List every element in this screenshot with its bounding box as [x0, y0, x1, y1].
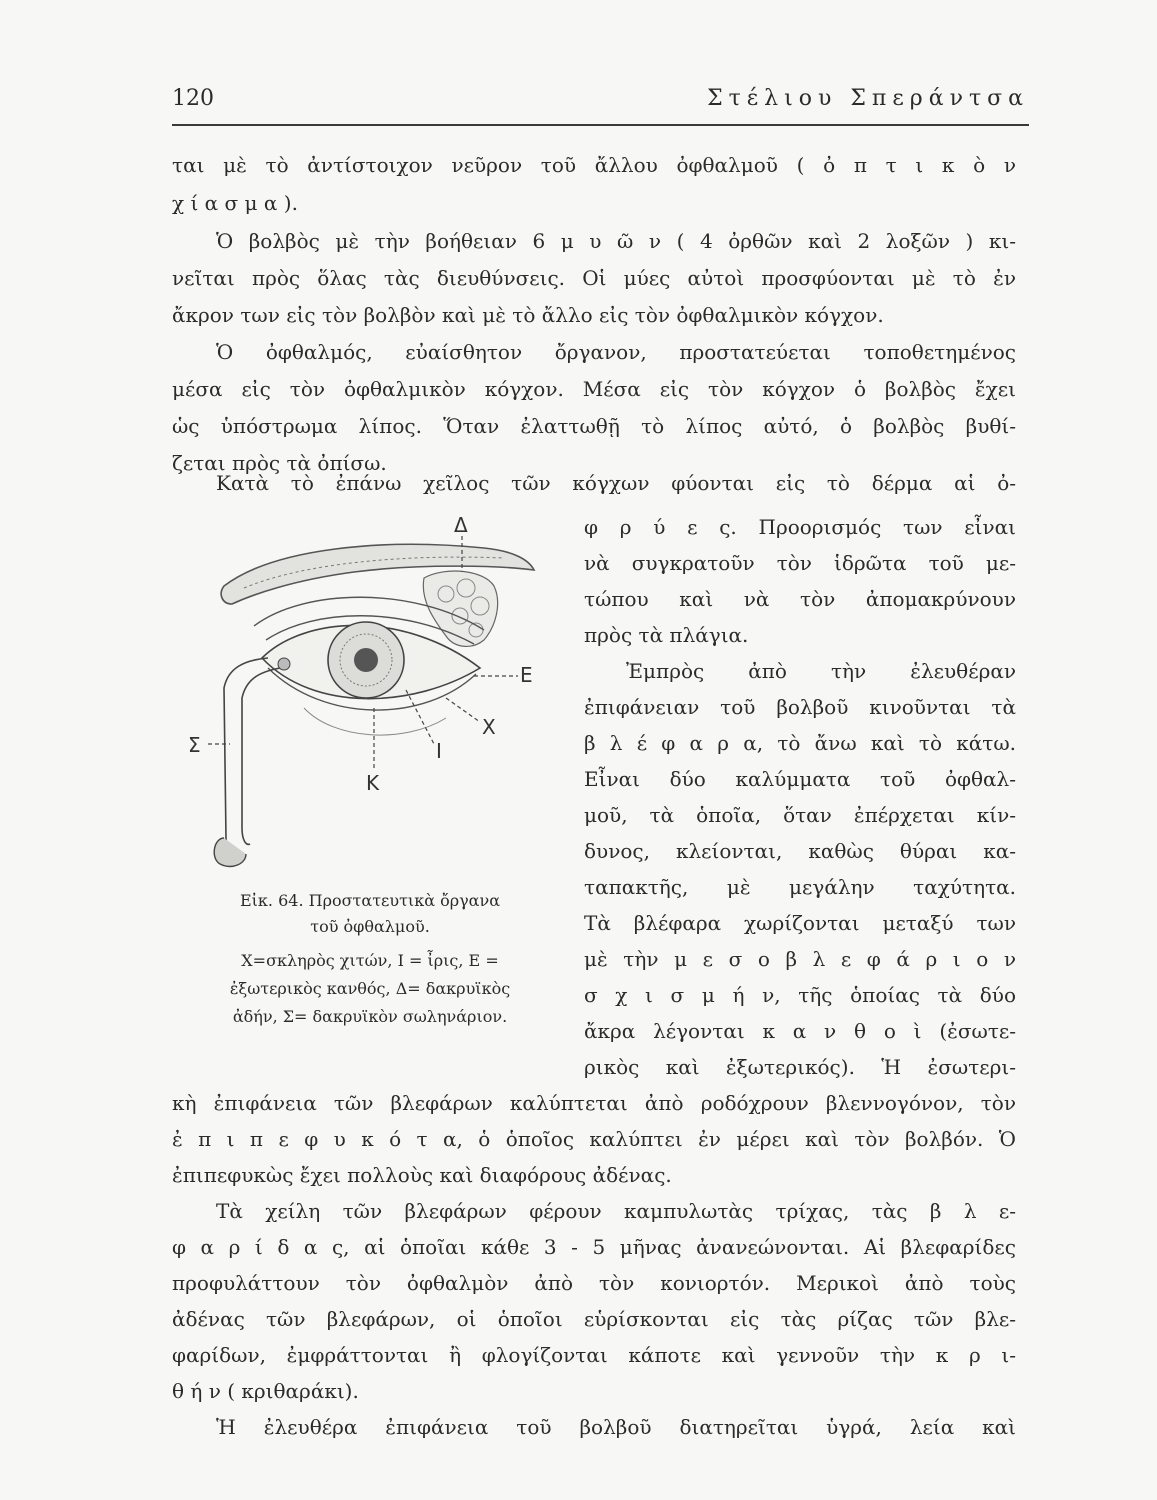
figure-caption-line: Χ=σκληρὸς χιτών, Ι = ἶρις, Ε =: [241, 951, 499, 970]
text-line: κὴ ἐπιφάνεια τῶν βλεφάρων καλύπτεται ἀπὸ ροδόχρουν βλεννογόνον, τὸν: [172, 1091, 1016, 1115]
text-line: ζεται πρὸς τὰ ὀπίσω.: [172, 451, 387, 475]
text-line: ἄκρον των εἰς τὸν βολβὸν καὶ μὲ τὸ ἄλλο εἰς τὸν ὀφθαλμικὸν κόγχον.: [172, 303, 884, 327]
leader-chi: [446, 698, 480, 722]
eye-illustration: [184, 508, 556, 880]
label-iota: Ι: [436, 739, 442, 763]
figure-caption-line: τοῦ ὀφθαλμοῦ.: [310, 917, 430, 936]
text-line: Ἡ ἐλευθέρα ἐπιφάνεια τοῦ βολβοῦ διατηρεῖται ὑγρά, λεία καὶ: [216, 1415, 1016, 1439]
figure-caption-line: ἐξωτερικὸς κανθός, Δ= δακρυϊκὸς: [229, 979, 511, 998]
nasal-end: [214, 838, 246, 866]
lower-lid-crease: [304, 708, 446, 735]
text-line: ἐ π ι π ε φ υ κ ό τ α, ὁ ὁποῖος καλύπτει ἐν μέρει καὶ τὸν βολβόν. Ὁ: [172, 1127, 1016, 1151]
running-head: Στέλιου Σπεράντσα: [707, 86, 1029, 111]
text-line: Εἶναι δύο καλύμματα τοῦ ὀφθαλ-: [584, 767, 1016, 791]
text-line: ται μὲ τὸ ἀντίστοιχον νεῦρον τοῦ ἄλλου ὀφθαλμοῦ ( ὀ π τ ι κ ὸ ν: [172, 153, 1016, 177]
text-line: δυνος, κλείονται, καθὼς θύραι κα-: [584, 839, 1016, 863]
text-line: ταπακτῆς, μὲ μεγάλην ταχύτητα.: [584, 875, 1016, 899]
label-kappa: Κ: [366, 771, 380, 795]
text-line: μέσα εἰς τὸν ὀφθαλμικὸν κόγχον. Μέσα εἰς τὸν κόγχον ὁ βολβὸς ἔχει: [172, 377, 1016, 401]
page-header: [172, 86, 1029, 122]
leader-iota: [406, 690, 434, 744]
text-line: ἀδένας τῶν βλεφάρων, οἱ ὁποῖοι εὑρίσκονται εἰς τὰς ρίζας τῶν βλε-: [172, 1307, 1016, 1331]
text-line: σ χ ι σ μ ή ν, τῆς ὁποίας τὰ δύο: [584, 983, 1016, 1007]
label-epsilon: Ε: [520, 663, 533, 687]
text-line: φ ρ ύ ε ς. Προορισμός των εἶναι: [584, 515, 1016, 539]
text-line: θ ή ν ( κριθαράκι).: [172, 1379, 359, 1403]
text-line: νεῖται πρὸς ὅλας τὰς διευθύνσεις. Οἱ μύες αὐτοὶ προσφύονται μὲ τὸ ἐν: [172, 266, 1016, 290]
text-line: ἄκρα λέγονται κ α ν θ ο ὶ (ἐσωτε-: [584, 1019, 1016, 1043]
pupil: [354, 648, 378, 672]
text-line: μὲ τὴν μ ε σ ο β λ ε φ ά ρ ι ο ν: [584, 947, 1016, 971]
figure-caption-line: ἀδήν, Σ= δακρυϊκὸν σωληνάριον.: [232, 1007, 508, 1026]
figure-caption-line: Εἰκ. 64. Προστατευτικὰ ὄργανα: [239, 891, 501, 910]
label-delta: Δ: [454, 513, 468, 537]
text-line: φ α ρ ί δ α ς, αἱ ὁποῖαι κάθε 3 - 5 μῆνας ἀνανεώνονται. Αἱ βλεφαρίδες: [172, 1235, 1016, 1259]
text-line: νὰ συγκρατοῦν τὸν ἱδρῶτα τοῦ με-: [584, 551, 1016, 575]
text-line: β λ έ φ α ρ α, τὸ ἄνω καὶ τὸ κάτω.: [584, 731, 1016, 755]
header-rule: [172, 124, 1029, 126]
lacrimal-duct-inner: [242, 668, 280, 844]
text-line: προφυλάττουν τὸν ὀφθαλμὸν ἀπὸ τὸν κονιορτόν. Μερικοὶ ἀπὸ τοὺς: [172, 1271, 1016, 1295]
text-line: πρὸς τὰ πλάγια.: [584, 623, 749, 647]
lacrimal-gland: [423, 571, 497, 646]
text-line: τώπου καὶ νὰ τὸν ἀπομακρύνουν: [584, 587, 1016, 611]
eye-figure: [184, 508, 556, 880]
text-line: χ ί α σ μ α ).: [172, 191, 298, 215]
page-number: 120: [172, 86, 214, 111]
label-sigma: Σ: [188, 733, 201, 757]
text-line: Ἐμπρὸς ἀπὸ τὴν ἐλευθέραν: [626, 659, 1016, 683]
text-line: Ὁ ὀφθαλμός, εὐαίσθητον ὄργανον, προστατεύεται τοποθετημένος: [216, 340, 1016, 364]
text-line: ἐπιπεφυκὼς ἔχει πολλοὺς καὶ διαφόρους ἀδένας.: [172, 1163, 672, 1187]
text-line: ὡς ὑπόστρωμα λίπος. Ὅταν ἐλαττωθῇ τὸ λίπος αὐτό, ὁ βολβὸς βυθί-: [172, 414, 1016, 438]
text-line: ρικὸς καὶ ἐξωτερικός). Ἡ ἐσωτερι-: [584, 1055, 1016, 1079]
label-chi: Χ: [482, 715, 496, 739]
text-line: ἐπιφάνειαν τοῦ βολβοῦ κινοῦνται τὰ: [584, 695, 1016, 719]
text-line: Τὰ χείλη τῶν βλεφάρων φέρουν καμπυλωτὰς τρίχας, τὰς β λ ε-: [216, 1199, 1016, 1223]
text-line: Τὰ βλέφαρα χωρίζονται μεταξύ των: [584, 911, 1016, 935]
text-line: Ὁ βολβὸς μὲ τὴν βοήθειαν 6 μ υ ῶ ν ( 4 ὀρθῶν καὶ 2 λοξῶν ) κι-: [216, 229, 1016, 253]
text-line: φαρίδων, ἐμφράττονται ἢ φλογίζονται κάποτε καὶ γεννοῦν τὴν κ ρ ι-: [172, 1343, 1016, 1367]
text-line: μοῦ, τὰ ὁποῖα, ὅταν ἐπέρχεται κίν-: [584, 803, 1016, 827]
inner-canthus: [278, 658, 290, 670]
text-line: Κατὰ τὸ ἐπάνω χεῖλος τῶν κόγχων φύονται εἰς τὸ δέρμα αἱ ὀ-: [216, 471, 1016, 495]
